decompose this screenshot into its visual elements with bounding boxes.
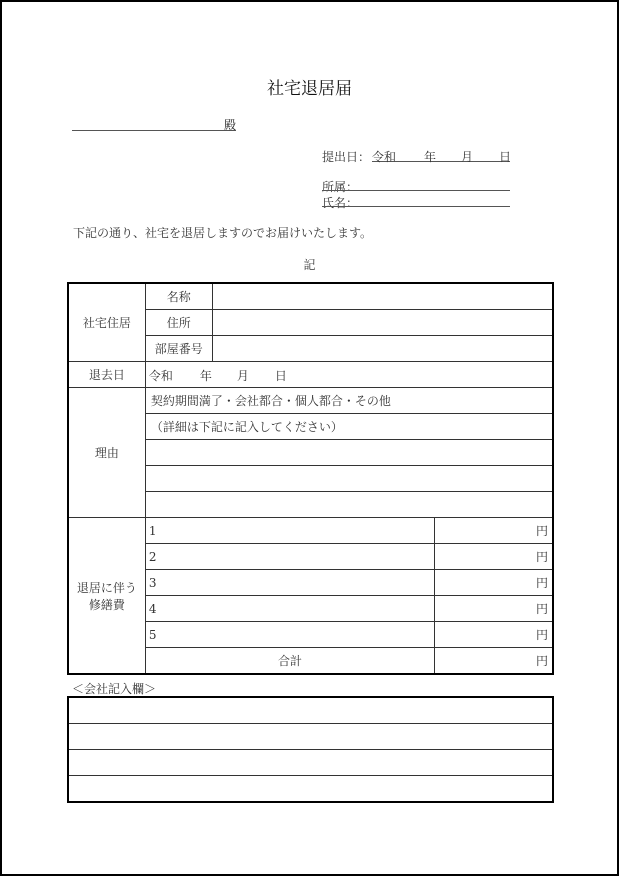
row-room-label: 部屋番号 xyxy=(145,336,212,362)
company-section-label: ＜会社記入欄＞ xyxy=(72,682,157,696)
company-entry-row[interactable] xyxy=(69,776,553,802)
moveout-date-cell[interactable] xyxy=(145,362,552,388)
repair-item-5[interactable]: 5 xyxy=(145,622,434,648)
reason-options[interactable]: 契約期間満了・会社都合・個人都合・その他 xyxy=(145,388,552,414)
document-title: 社宅退居届 xyxy=(267,79,352,99)
repair-item-3[interactable]: 3 xyxy=(145,570,434,596)
row-name-label: 名称 xyxy=(145,284,212,310)
addressee-suffix: 殿 xyxy=(223,118,236,132)
repair-amount-3[interactable]: 円 xyxy=(435,570,553,596)
name-label: 氏名： xyxy=(322,196,359,210)
submit-era: 令和 xyxy=(372,150,397,164)
repair-amount-2[interactable]: 円 xyxy=(435,544,553,570)
submit-date-field[interactable] xyxy=(372,146,510,162)
company-entry-table xyxy=(68,697,553,802)
repair-cost-label-line2: 修繕費 xyxy=(88,597,125,612)
row-address-label: 住所 xyxy=(145,310,212,336)
moveout-year: 年 xyxy=(199,369,212,383)
moveout-era: 令和 xyxy=(148,369,173,383)
reason-detail-row[interactable] xyxy=(145,492,552,518)
affiliation-label: 所属： xyxy=(322,180,359,194)
moveout-day: 日 xyxy=(274,369,287,383)
residence-address-cell[interactable] xyxy=(212,310,552,336)
reason-note[interactable]: （詳細は下記に記入してください） xyxy=(145,414,552,440)
main-form-table xyxy=(68,283,553,674)
moveout-date-label: 退去日 xyxy=(69,362,146,388)
residence-name-cell[interactable] xyxy=(212,284,552,310)
affiliation-field[interactable] xyxy=(322,176,510,191)
company-entry-row[interactable] xyxy=(69,698,553,724)
room-number-cell[interactable] xyxy=(212,336,552,362)
submit-year: 年 xyxy=(424,150,437,164)
repair-total-label: 合計 xyxy=(145,648,434,674)
repair-item-4[interactable]: 4 xyxy=(145,596,434,622)
submit-month: 月 xyxy=(461,150,474,164)
addressee-line[interactable] xyxy=(72,116,236,131)
company-entry-row[interactable] xyxy=(69,750,553,776)
reason-detail-row[interactable] xyxy=(145,440,552,466)
moveout-month: 月 xyxy=(236,369,249,383)
repair-amount-5[interactable]: 円 xyxy=(435,622,553,648)
company-entry-row[interactable] xyxy=(69,724,553,750)
repair-cost-label xyxy=(69,518,146,674)
repair-item-1[interactable]: 1 xyxy=(145,518,434,544)
repair-item-2[interactable]: 2 xyxy=(145,544,434,570)
repair-total-amount[interactable]: 円 xyxy=(435,648,553,674)
submit-day: 日 xyxy=(499,150,512,164)
repair-amount-1[interactable]: 円 xyxy=(435,518,553,544)
repair-cost-label-line1: 退居に伴う xyxy=(76,580,137,595)
name-field[interactable] xyxy=(322,192,510,207)
ki-label: 記 xyxy=(303,258,316,272)
intro-text: 下記の通り、社宅を退居しますのでお届けいたします。 xyxy=(73,226,373,240)
submit-date-label: 提出日： xyxy=(322,150,371,164)
reason-label: 理由 xyxy=(69,388,146,518)
reason-detail-row[interactable] xyxy=(145,466,552,492)
repair-amount-4[interactable]: 円 xyxy=(435,596,553,622)
address-group-label: 社宅住居 xyxy=(69,284,146,362)
